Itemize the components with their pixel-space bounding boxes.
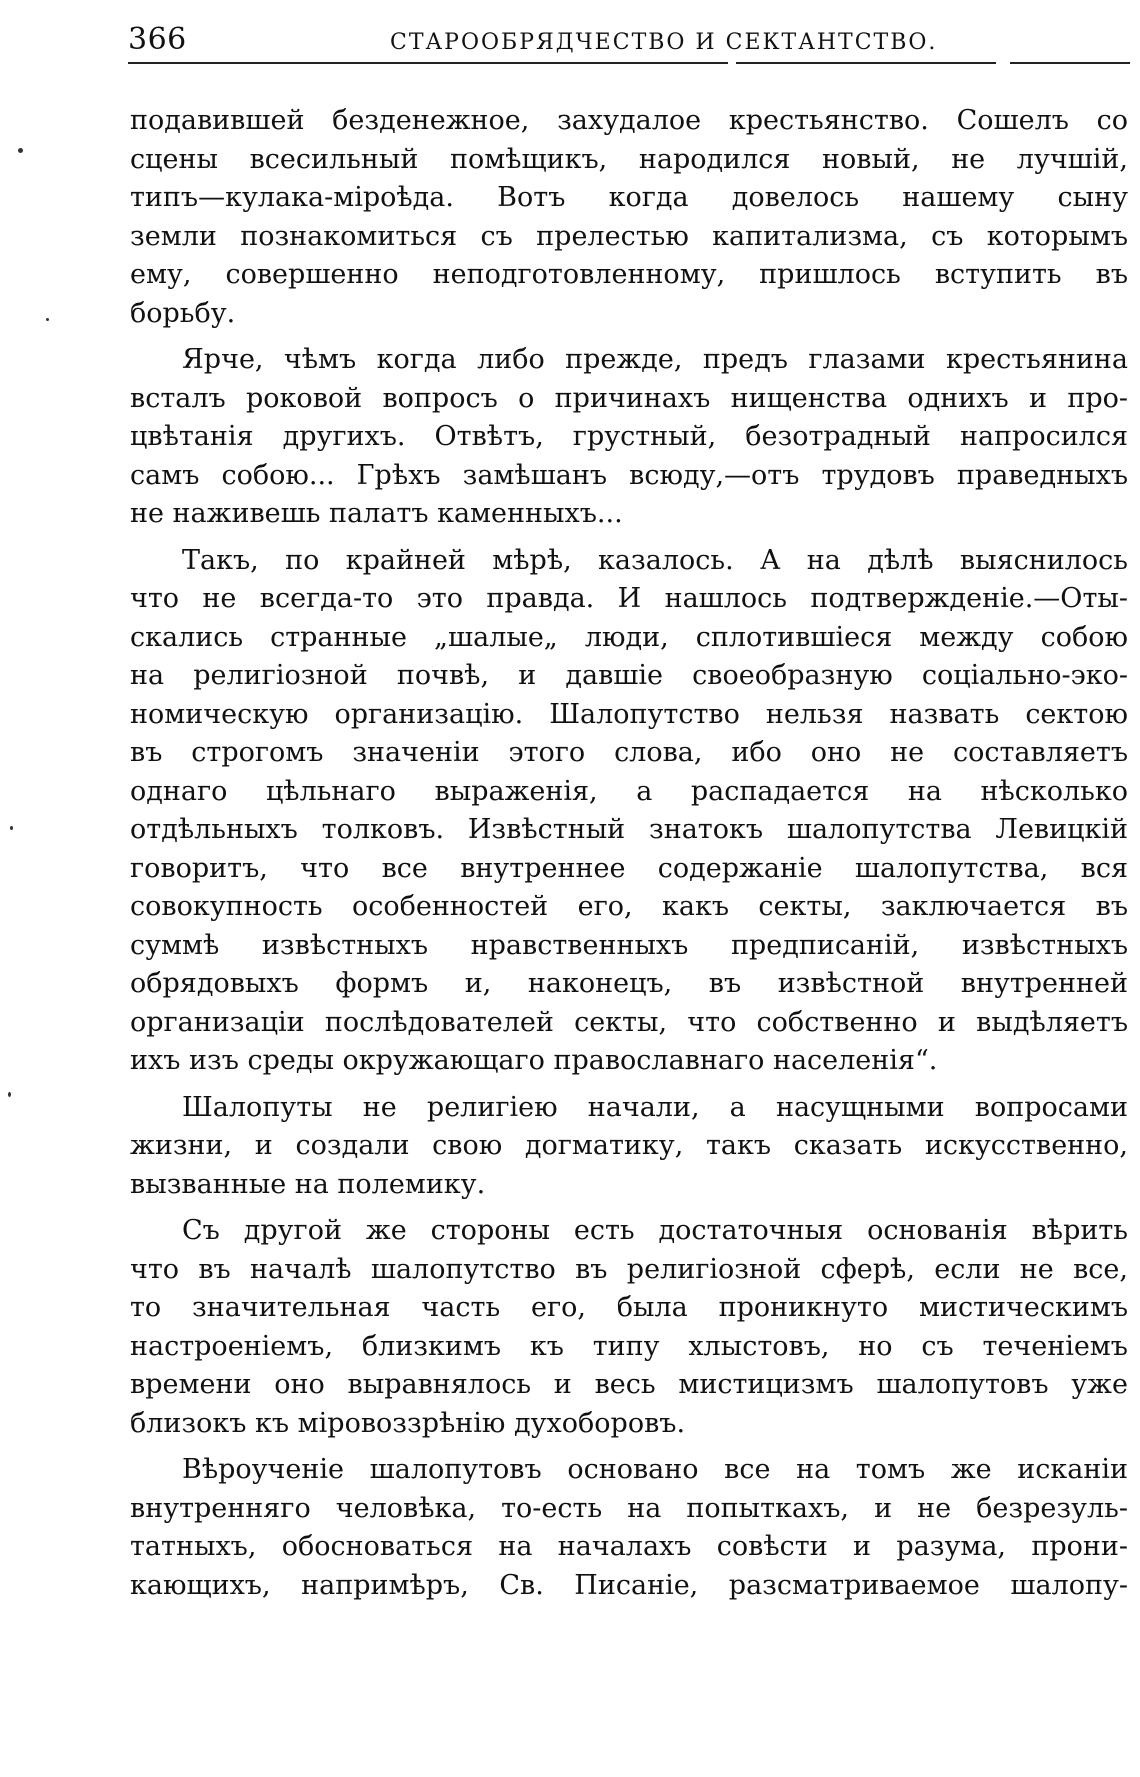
paragraph xyxy=(130,1212,1128,1443)
paragraph-gap xyxy=(130,1443,1128,1451)
text-line: то значительная часть его, была проникнуто мистическимъ xyxy=(130,1292,1128,1323)
text-line: однаго цѣльнаго выраженія, а распадается на нѣсколько xyxy=(130,775,1128,807)
text-line: Вѣроученіе шалопутовъ основано все на томъ же исканіи xyxy=(182,1454,1128,1485)
text-line: настроеніемъ, близкимъ къ типу хлыстовъ, но съ теченіемъ xyxy=(130,1330,1128,1362)
paragraph xyxy=(130,102,1128,333)
text-line: вызванные на полемику. xyxy=(130,1168,486,1200)
paragraph-gap xyxy=(130,534,1128,542)
scan-speck xyxy=(18,148,23,153)
text-line: всталъ роковой вопросъ о причинахъ нищенства однихъ и про- xyxy=(130,382,1128,414)
header-rule xyxy=(128,62,728,64)
text-line: сцены всесильный помѣщикъ, народился новый, не лучшій, xyxy=(130,143,1128,175)
text-line: татныхъ, обосноваться на началахъ совѣсти и разума, прони- xyxy=(130,1531,1128,1562)
text-line: земли познакомиться съ прелестью капитализма, съ которымъ xyxy=(130,220,1128,252)
text-line: на религіозной почвѣ, и давшіе своеобразную соціально-эко- xyxy=(130,660,1128,691)
text-line: Съ другой же стороны есть достаточныя основанія вѣрить xyxy=(182,1215,1128,1246)
paragraph xyxy=(130,1089,1128,1205)
paragraph xyxy=(130,542,1128,1081)
text-line: скались странные „шалые„ люди, сплотившіеся между собою xyxy=(130,621,1128,653)
page-header xyxy=(128,12,1128,64)
text-line: отдѣльныхъ толковъ. Извѣстный знатокъ шалопутства Левицкій xyxy=(130,814,1128,845)
text-line: организаціи послѣдователей секты, что собственно и выдѣляетъ xyxy=(130,1006,1128,1038)
text-line: суммѣ извѣстныхъ нравственныхъ предписаній, извѣстныхъ xyxy=(130,929,1128,961)
text-line: ихъ изъ среды окружающаго православнаго населенія“. xyxy=(130,1045,938,1076)
text-line: въ строгомъ значеніи этого слова, ибо оно не составляетъ xyxy=(130,737,1128,768)
paragraph xyxy=(130,1451,1128,1605)
text-line: номическую организацію. Шалопутство нельзя назвать сектою xyxy=(130,698,1128,730)
text-line: внутренняго человѣка, то-есть на попыткахъ, и не безрезуль- xyxy=(130,1492,1128,1524)
text-line: не наживешь палатъ каменныхъ... xyxy=(130,498,623,529)
scan-speck xyxy=(10,826,13,830)
text-line: Такъ, по крайней мѣрѣ, казалось. А на дѣлѣ выяснилось xyxy=(182,544,1128,576)
header-rule xyxy=(736,62,996,64)
text-line: подавившей безденежное, захудалое крестьянство. Сошелъ со xyxy=(130,105,1128,136)
text-line: типъ—кулака-міроѣда. Вотъ когда довелось нашему сыну xyxy=(130,182,1128,213)
page-number: 366 xyxy=(128,22,187,57)
running-title: СТАРООБРЯДЧЕСТВО И СЕКТАНТСТВО. xyxy=(390,30,938,55)
text-line: Шалопуты не религіею начали, а насущными вопросами xyxy=(182,1091,1128,1123)
text-line: совокупность особенностей его, какъ секты, заключается въ xyxy=(130,891,1128,922)
text-line: ему, совершенно неподготовленному, пришлось вступить въ xyxy=(130,259,1128,290)
text-line: что въ началѣ шалопутство въ религіозной сферѣ, если не все, xyxy=(130,1253,1128,1285)
body-text xyxy=(130,102,1128,1605)
scan-speck xyxy=(8,1092,11,1097)
text-line: времени оно выравнялось и весь мистицизмъ шалопутовъ уже xyxy=(130,1369,1128,1400)
text-line: борьбу. xyxy=(130,297,236,329)
text-line: близокъ къ міровоззрѣнію духоборовъ. xyxy=(130,1407,686,1439)
text-line: кающихъ, напримѣръ, Св. Писаніе, разсматриваемое шалопу- xyxy=(130,1569,1128,1601)
header-rule xyxy=(1010,62,1130,64)
text-line: жизни, и создали свою догматику, такъ сказать искусственно, xyxy=(130,1130,1128,1161)
text-line: говоритъ, что все внутреннее содержаніе шалопутства, вся xyxy=(130,852,1128,884)
paragraph-gap xyxy=(130,333,1128,341)
text-line: что не всегда-то это правда. И нашлось подтвержденіе.—Оты- xyxy=(130,583,1128,614)
text-line: самъ собою... Грѣхъ замѣшанъ всюду,—отъ трудовъ праведныхъ xyxy=(130,459,1128,491)
paragraph xyxy=(130,341,1128,534)
text-line: обрядовыхъ формъ и, наконецъ, въ извѣстной внутренней xyxy=(130,968,1128,999)
scan-speck xyxy=(46,318,49,321)
text-line: цвѣтанія другихъ. Отвѣтъ, грустный, безотрадный напросился xyxy=(130,421,1128,452)
paragraph-gap xyxy=(130,1081,1128,1089)
text-line: Ярче, чѣмъ когда либо прежде, предъ глазами крестьянина xyxy=(182,344,1128,375)
paragraph-gap xyxy=(130,1204,1128,1212)
